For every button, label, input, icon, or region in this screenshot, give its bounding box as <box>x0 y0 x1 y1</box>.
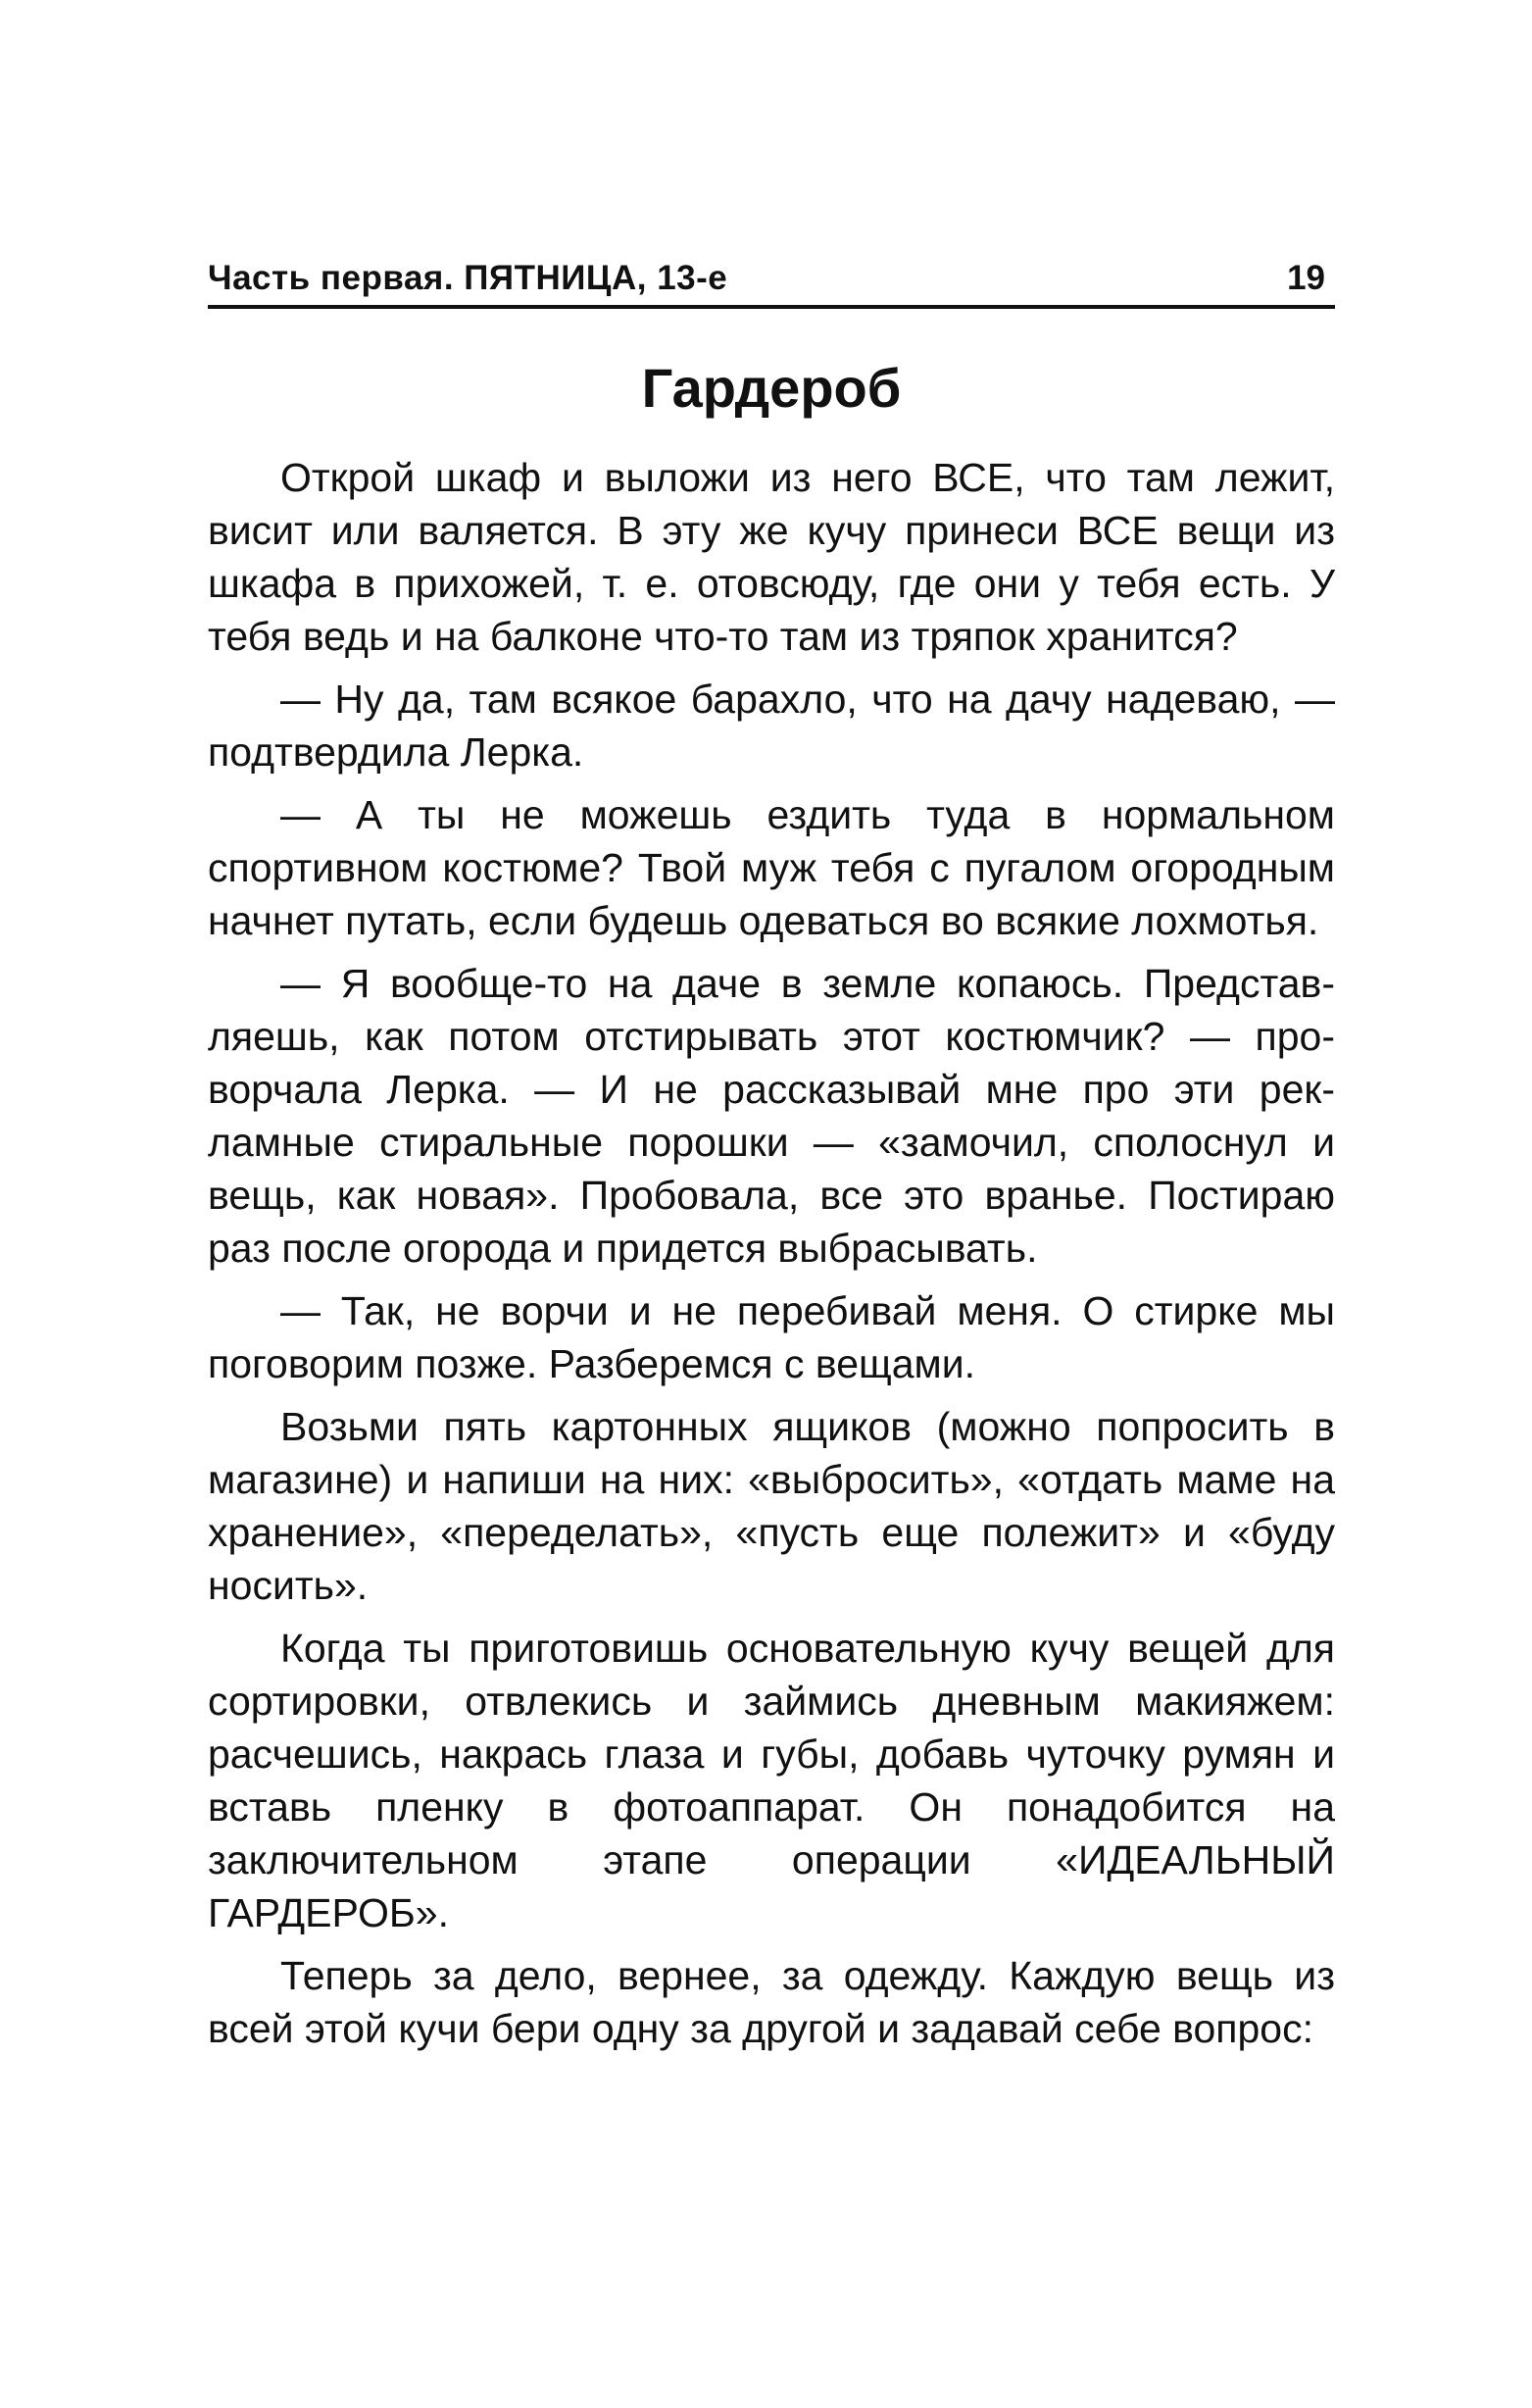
running-header <box>208 253 1335 308</box>
paragraph: — А ты не можешь ездить туда в нормальном спортивном костюме? Твой муж тебя с пугалом огородным начнет путать, если будешь одеваться во всякие лохмотья. <box>208 792 1335 943</box>
paragraph: — Я вообще-то на даче в земле копаюсь. Представляешь, как потом отстирывать этот костюмчик? — проворчала Лерка. — И не рассказывай мне про эти рекламные стиральные порошки — «замочил, сполоснул и вещь, как новая». Пробовала, все это вранье. Постираю раз после огорода и придется выбрасывать. <box>208 961 1335 1271</box>
page-number: 19 <box>1287 259 1325 297</box>
chapter-title: Гардероб <box>641 357 902 419</box>
paragraph: — Ну да, там всякое барахло, что на дачу надеваю, — подтвердила Лерка. <box>208 677 1335 775</box>
paragraph: Теперь за дело, вернее, за одежду. Каждую вещь из всей этой кучи бери одну за другой и задавай себе вопрос: <box>208 1953 1335 2051</box>
header-rule <box>208 305 1335 309</box>
paragraph: Открой шкаф и выложи из него ВСЕ, что там лежит, висит или валяется. В эту же кучу принеси ВСЕ вещи из шкафа в прихожей, т. е. отовсюду, где они у тебя есть. У тебя ведь и на балконе что-то там из тряпок хранится? <box>208 455 1335 659</box>
paragraph: — Так, не ворчи и не перебивай меня. О стирке мы поговорим позже. Разберемся с вещами. <box>208 1288 1335 1386</box>
running-title: Часть первая. ПЯТНИЦА, 13-е <box>208 259 728 297</box>
paragraph: Возьми пять картонных ящиков (можно попросить в магазине) и напиши на них: «выбросить», «отдать маме на хранение», «переделать», «пусть еще полежит» и «буду носить». <box>208 1404 1335 1608</box>
paragraph: Когда ты приготовишь основательную кучу вещей для сортировки, отвлекись и займись дневным макияжем: расчешись, накрась глаза и губы, добавь чуточку румян и вставь пленку в фотоаппарат. Он понадобится на заключительном этапе операции «ИДЕАЛЬНЫЙ ГАРДЕРОБ». <box>208 1626 1335 1935</box>
body-text <box>208 451 1335 2065</box>
